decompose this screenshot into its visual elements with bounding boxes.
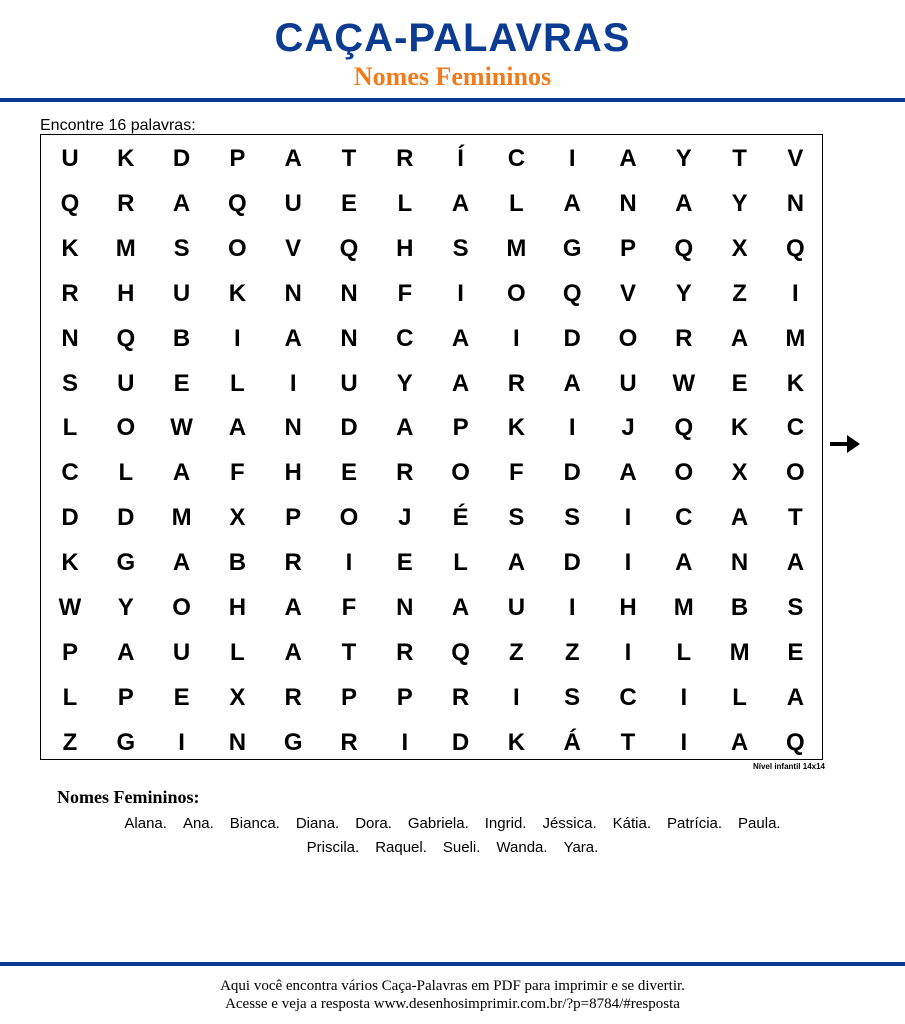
grid-letter: B — [172, 324, 191, 352]
grid-letter: Y — [675, 145, 692, 172]
grid-letter: G — [562, 234, 582, 262]
word-list-item: Paula. — [738, 815, 781, 832]
word-list-item: Ana. — [182, 815, 214, 832]
grid-letter: E — [396, 549, 413, 577]
grid-letter: Q — [786, 728, 805, 756]
grid-letter: I — [513, 683, 520, 711]
grid-letter: C — [786, 414, 805, 442]
grid-letter: G — [116, 549, 136, 577]
grid-letter: B — [730, 594, 749, 621]
grid-letter: F — [397, 279, 413, 307]
word-list-item: Raquel. — [375, 839, 427, 856]
grid-letter: S — [787, 594, 804, 621]
grid-letter: Z — [564, 638, 580, 666]
grid-letter: P — [117, 683, 134, 711]
grid-letter: Y — [117, 594, 134, 621]
grid-letter: R — [61, 279, 79, 307]
grid-letter: O — [451, 459, 470, 487]
word-list-item: Bianca. — [229, 815, 280, 832]
grid-letter: R — [284, 549, 302, 577]
grid-letter: F — [341, 594, 357, 621]
grid-letter: L — [509, 189, 524, 217]
grid-letter: Q — [674, 414, 694, 442]
grid-letter: H — [396, 234, 414, 262]
grid-letter: R — [507, 369, 526, 397]
grid-letter: A — [786, 683, 805, 711]
word-list-line-1 — [0, 814, 905, 834]
grid-letter: A — [563, 189, 581, 217]
instruction-text: Encontre 16 palavras: — [40, 117, 196, 134]
grid-letter: Í — [457, 145, 464, 172]
grid-letter: A — [117, 638, 135, 666]
grid-letter: L — [453, 549, 468, 577]
grid-letter: U — [284, 189, 302, 217]
grid-letter: R — [117, 189, 135, 217]
grid-letter: U — [117, 369, 135, 397]
grid-letter: É — [452, 504, 469, 532]
grid-letter: P — [285, 504, 302, 532]
grid-letter: X — [229, 504, 246, 532]
grid-letter: E — [173, 369, 190, 397]
grid-letter: Y — [675, 279, 692, 307]
grid-letter: S — [508, 504, 525, 532]
grid-letter: T — [732, 145, 747, 172]
grid-letter: I — [289, 369, 297, 397]
grid-letter: N — [730, 549, 749, 577]
grid-letter: U — [340, 369, 358, 397]
grid-letter: K — [228, 279, 247, 307]
grid-letter: Q — [674, 234, 694, 262]
grid-letter: O — [507, 279, 526, 307]
grid-letter: Z — [732, 279, 747, 307]
grid-letter: O — [674, 459, 694, 487]
grid-letter: S — [564, 683, 581, 711]
grid-letter: K — [507, 728, 526, 756]
grid-letter: Q — [562, 279, 582, 307]
page-title: CAÇA-PALAVRAS — [274, 16, 631, 60]
grid-letter: A — [172, 189, 191, 217]
grid-letter: D — [563, 549, 581, 577]
grid-letter: G — [116, 728, 136, 756]
grid-letter: Q — [116, 324, 136, 352]
grid-letter: P — [396, 683, 413, 711]
grid-letter: O — [786, 459, 805, 487]
grid-letter: D — [451, 728, 470, 756]
word-list-item: Dora. — [355, 815, 392, 832]
grid-letter: S — [173, 234, 190, 262]
grid-letter: O — [228, 234, 247, 262]
grid-letter: N — [619, 189, 637, 217]
footer-link-text: Acesse e veja a resposta www.desenhosimprimir.com.br/?p=8784/#resposta — [225, 996, 680, 1012]
grid-letter: M — [171, 504, 192, 532]
grid-letter: C — [675, 504, 693, 532]
grid-letter: Á — [563, 728, 581, 756]
word-list-item: Wanda. — [496, 839, 548, 856]
grid-letter: J — [398, 504, 412, 532]
grid-letter: A — [675, 549, 693, 577]
word-list-item: Gabriela. — [407, 815, 469, 832]
grid-letter: K — [507, 414, 526, 442]
word-list-item: Ingrid. — [484, 815, 527, 832]
grid-letter: I — [792, 279, 799, 307]
grid-letter: W — [170, 414, 193, 442]
grid-letter: K — [786, 369, 805, 397]
grid-letter: A — [730, 324, 749, 352]
grid-letter: P — [229, 145, 246, 172]
grid-letter: W — [58, 594, 82, 621]
grid-letter: C — [396, 324, 414, 352]
grid-letter: W — [672, 369, 696, 397]
grid-letter: I — [568, 594, 576, 621]
grid-letter: A — [284, 638, 302, 666]
grid-letter: U — [507, 594, 526, 621]
grid-letter: Q — [786, 234, 805, 262]
grid-letter: A — [730, 504, 749, 532]
grid-letter: T — [341, 638, 357, 666]
grid-letter: R — [396, 638, 414, 666]
grid-letter: X — [731, 459, 748, 487]
grid-letter: S — [452, 234, 469, 262]
grid-letter: A — [396, 414, 414, 442]
grid-letter: L — [676, 638, 692, 666]
grid-letter: A — [284, 145, 302, 172]
grid-letter: N — [786, 189, 805, 217]
grid-letter: O — [172, 594, 191, 621]
grid-letter: A — [451, 594, 470, 621]
grid-letter: L — [62, 414, 78, 442]
grid-letter: I — [568, 145, 576, 172]
letter-grid — [40, 134, 823, 760]
grid-letter: A — [730, 728, 749, 756]
grid-letter: I — [513, 324, 520, 352]
word-list-item: Sueli. — [442, 839, 481, 856]
bottom-divider — [0, 962, 905, 966]
grid-letter: I — [568, 414, 576, 442]
page-subtitle: Nomes Femininos — [353, 62, 552, 91]
grid-letter: S — [564, 504, 581, 532]
word-list-item: Priscila. — [306, 839, 360, 856]
word-list-item: Patrícia. — [667, 815, 723, 832]
grid-letter: L — [397, 189, 413, 217]
grid-letter: I — [680, 728, 688, 756]
grid-letter: U — [172, 638, 191, 666]
grid-letter: K — [61, 549, 79, 577]
grid-letter: P — [452, 414, 469, 442]
grid-letter: A — [451, 324, 470, 352]
grid-letter: Y — [396, 369, 413, 397]
grid-letter: H — [284, 459, 302, 487]
grid-letter: G — [283, 728, 303, 756]
word-list-item: Kátia. — [612, 815, 652, 832]
grid-letter: M — [785, 324, 806, 352]
grid-letter: F — [509, 459, 524, 487]
grid-letter: A — [619, 459, 637, 487]
grid-letter: K — [61, 234, 79, 262]
grid-letter: E — [787, 638, 804, 666]
grid-letter: E — [340, 189, 357, 217]
grid-letter: N — [340, 324, 358, 352]
grid-letter: T — [620, 728, 636, 756]
grid-letter: H — [228, 594, 247, 621]
grid-letter: I — [345, 549, 353, 577]
grid-letter: L — [230, 369, 245, 397]
grid-letter: U — [619, 369, 637, 397]
word-list-item: Alana. — [124, 815, 167, 832]
grid-letter: V — [619, 279, 636, 307]
grid-letter: Z — [62, 728, 78, 756]
grid-letter: Q — [451, 638, 470, 666]
grid-letter: K — [730, 414, 749, 442]
grid-letter: C — [61, 459, 79, 487]
grid-letter: R — [396, 459, 414, 487]
grid-letter: R — [340, 728, 358, 756]
grid-letter: N — [284, 414, 302, 442]
word-list-item: Diana. — [295, 815, 340, 832]
right-arrow-icon — [829, 432, 861, 456]
grid-letter: R — [284, 683, 302, 711]
grid-letter: M — [673, 594, 694, 621]
grid-letter: N — [284, 279, 302, 307]
grid-letter: M — [729, 638, 750, 666]
grid-letter: E — [340, 459, 357, 487]
grid-letter: Q — [228, 189, 247, 217]
grid-letter: L — [118, 459, 134, 487]
grid-letter: I — [234, 324, 241, 352]
grid-letter: C — [619, 683, 637, 711]
grid-letter: E — [731, 369, 748, 397]
grid-letter: N — [396, 594, 414, 621]
grid-letter: D — [61, 504, 79, 532]
grid-letter: A — [507, 549, 526, 577]
grid-letter: Z — [509, 638, 524, 666]
grid-letter: L — [230, 638, 245, 666]
grid-letter: X — [731, 234, 748, 262]
grid-letter: U — [61, 145, 79, 172]
grid-letter: D — [340, 414, 358, 442]
grid-letter: M — [506, 234, 527, 262]
grid-letter: A — [284, 594, 302, 621]
grid-letter: S — [61, 369, 78, 397]
grid-letter: H — [619, 594, 637, 621]
top-divider — [0, 98, 905, 102]
grid-letter: L — [732, 683, 747, 711]
grid-letter: N — [340, 279, 358, 307]
grid-letter: P — [619, 234, 636, 262]
grid-letter: I — [624, 504, 632, 532]
grid-letter: A — [675, 189, 693, 217]
grid-letter: A — [284, 324, 302, 352]
grid-letter: I — [401, 728, 409, 756]
grid-letter: R — [396, 145, 414, 172]
grid-letter: T — [788, 504, 803, 532]
word-list-line-2 — [0, 838, 905, 858]
grid-letter: H — [117, 279, 135, 307]
grid-letter: B — [228, 549, 247, 577]
grid-letter: A — [228, 414, 247, 442]
grid-letter: X — [229, 683, 246, 711]
grid-letter: P — [340, 683, 357, 711]
grid-letter: P — [61, 638, 78, 666]
grid-letter: A — [786, 549, 805, 577]
grid-letter: R — [675, 324, 693, 352]
grid-letter: A — [451, 189, 470, 217]
footer-text: Aqui você encontra vários Caça-Palavras em PDF para imprimir e se divertir. — [220, 978, 685, 994]
grid-letter: I — [680, 683, 688, 711]
grid-letter: Q — [60, 189, 80, 217]
word-list-item: Jéssica. — [542, 815, 597, 832]
grid-letter: I — [178, 728, 185, 756]
grid-letter: Y — [731, 189, 748, 217]
grid-letter: D — [172, 145, 191, 172]
grid-letter: N — [61, 324, 79, 352]
grid-letter: N — [228, 728, 247, 756]
grid-letter: O — [339, 504, 359, 532]
grid-letter: L — [62, 683, 78, 711]
grid-letter: A — [172, 459, 191, 487]
grid-letter: T — [341, 145, 357, 172]
grid-letter: R — [451, 683, 470, 711]
grid-letter: M — [115, 234, 136, 262]
grid-letter: F — [230, 459, 245, 487]
grid-letter: O — [116, 414, 136, 442]
grid-letter: V — [285, 234, 302, 262]
grid-letter: K — [117, 145, 135, 172]
grid-letter: C — [507, 145, 526, 172]
grid-letter: E — [173, 683, 190, 711]
grid-letter: V — [787, 145, 804, 172]
grid-letter: Q — [339, 234, 359, 262]
word-list-item: Yara. — [563, 839, 599, 856]
grid-letter: D — [563, 459, 581, 487]
grid-letter: A — [451, 369, 470, 397]
word-list-heading: Nomes Femininos: — [57, 787, 200, 807]
grid-letter: I — [624, 638, 632, 666]
level-label: Nível infantil 14x14 — [752, 762, 825, 771]
grid-letter: I — [624, 549, 632, 577]
grid-letter: I — [457, 279, 464, 307]
grid-letter: D — [563, 324, 581, 352]
grid-letter: A — [563, 369, 581, 397]
grid-letter: J — [621, 414, 635, 442]
grid-letter: U — [172, 279, 191, 307]
grid-letter: A — [172, 549, 191, 577]
grid-letter: O — [618, 324, 638, 352]
grid-letter: A — [619, 145, 637, 172]
grid-letter: D — [117, 504, 135, 532]
